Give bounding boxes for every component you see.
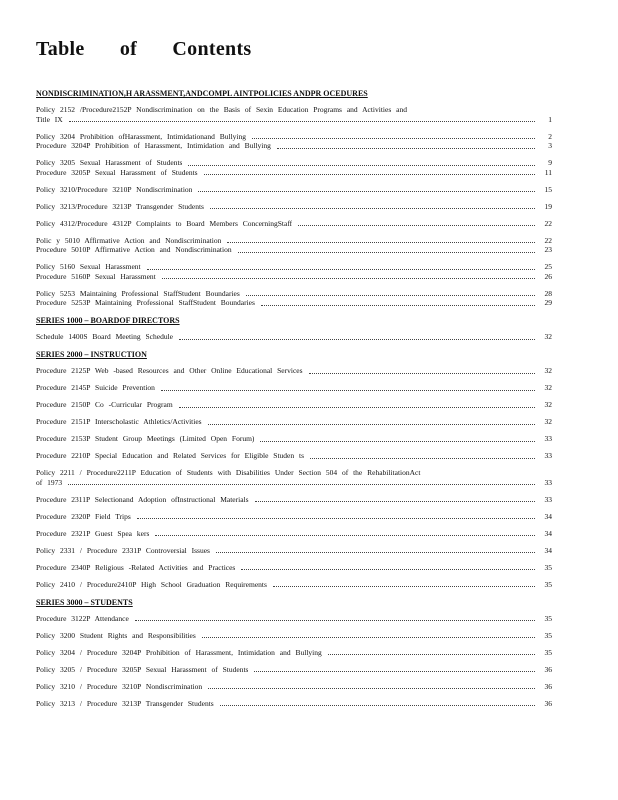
toc-entry-group: [36, 495, 552, 505]
toc-entry: [36, 580, 552, 590]
toc-entry: [36, 648, 552, 658]
toc-entry-text: Procedure 2153P Student Group Meetings (Limited Open Forum): [36, 434, 255, 443]
dot-leader: [310, 458, 535, 459]
toc-entry-text: Procedure 5010P Affirmative Action and Nondiscrimination: [36, 245, 232, 254]
toc-entry-group: [36, 105, 552, 124]
page-number: 33: [544, 451, 552, 460]
page-number: 11: [544, 167, 552, 177]
toc-entry: [36, 298, 552, 308]
toc-entry-group: [36, 202, 552, 212]
toc-entry-text: Procedure 2340P Religious -Related Activities and Practices: [36, 562, 236, 572]
toc-entry-text: Procedure 2321P Guest Spea kers: [36, 528, 150, 538]
page-number: 33: [544, 434, 552, 443]
dot-leader: [238, 252, 535, 253]
toc-entry-group: [36, 383, 552, 393]
page-number: 32: [544, 400, 552, 409]
page-number: 35: [544, 630, 552, 640]
dot-leader: [255, 501, 535, 502]
toc-entry-group: [36, 468, 552, 487]
dot-leader: [188, 165, 535, 166]
page-number: 34: [544, 511, 552, 521]
dot-leader: [260, 441, 535, 442]
toc-entry: [36, 512, 552, 522]
toc-entry-group: [36, 366, 552, 376]
page-number: 26: [544, 271, 552, 281]
dot-leader: [68, 484, 535, 485]
toc-entry-group: [36, 580, 552, 590]
toc-entry-group: [36, 512, 552, 522]
toc-entry-text: Policy 3204 / Procedure 3204P Prohibition of Harassment, Intimidation and Bullying: [36, 647, 322, 657]
toc-entry-text: Policy 5253 Maintaining Professional StaffStudent Boundaries: [36, 288, 240, 298]
page-number: 33: [544, 477, 552, 487]
toc-entry-text: Procedure 2145P Suicide Prevention: [36, 383, 155, 392]
page-number: 35: [544, 613, 552, 623]
toc-entry: [36, 434, 552, 444]
toc-entry-text: of 1973: [36, 477, 63, 487]
toc-entry: [36, 158, 552, 168]
toc-entry-group: [36, 614, 552, 624]
toc-entry-text: Polic y 5010 Affirmative Action and Nondiscrimination: [36, 235, 222, 245]
toc-entry-text: Procedure 2210P Special Education and Related Services for Eligible Studen ts: [36, 451, 304, 460]
toc-entry-text: Policy 5160 Sexual Harassment: [36, 262, 141, 271]
page-number: 36: [544, 664, 552, 674]
toc-entry-group: [36, 262, 552, 281]
toc-entry: [36, 262, 552, 272]
dot-leader: [179, 339, 535, 340]
toc-entry: [36, 417, 552, 427]
dot-leader: [208, 688, 535, 689]
toc-entry-group: [36, 631, 552, 641]
page-number: 23: [544, 245, 552, 254]
toc-entry-group: [36, 332, 552, 342]
page-number: 19: [544, 201, 552, 211]
toc-entry-text: Procedure 3122P Attendance: [36, 613, 129, 623]
dot-leader: [210, 208, 535, 209]
toc-entry-group: [36, 529, 552, 539]
toc-entry: [36, 495, 552, 505]
dot-leader: [204, 174, 535, 175]
page-number: 32: [544, 332, 552, 341]
dot-leader: [135, 620, 535, 621]
page-number: 35: [544, 647, 552, 657]
dot-leader: [254, 671, 535, 672]
toc-entry-text: Procedure 2151P Interscholastic Athletics/Activities: [36, 417, 202, 426]
toc-entry-text: Policy 4312/Procedure 4312P Complaints to Board Members ConcerningStaff: [36, 218, 293, 228]
toc-entry-group: [36, 699, 552, 709]
page-number: 35: [544, 579, 552, 589]
dot-leader: [202, 637, 535, 638]
toc-entry: [36, 478, 552, 488]
dot-leader: [179, 407, 535, 408]
toc-entry-text: Procedure 2311P Selectionand Adoption ofInstructional Materials: [36, 494, 249, 504]
toc-entry-text: Policy 3200 Student Rights and Responsibilities: [36, 630, 196, 640]
toc-entry-text: Policy 2331 / Procedure 2331P Controversial Issues: [36, 545, 210, 555]
toc-entry-text: Procedure 2125P Web -based Resources and Other Online Educational Services: [36, 366, 303, 375]
dot-leader: [137, 518, 535, 519]
toc-entry-text: Procedure 5160P Sexual Harassment: [36, 271, 156, 281]
toc-entry: [36, 236, 552, 246]
dot-leader: [198, 191, 535, 192]
page-number: 36: [544, 698, 552, 708]
toc-entry-text: Policy 3204 Prohibition ofHarassment, Intimidationand Bullying: [36, 131, 246, 141]
toc-entry-text: Policy 3213/Procedure 3213P Transgender Students: [36, 201, 204, 211]
dot-leader: [162, 278, 535, 279]
toc-entry-text: Policy 3205 / Procedure 3205P Sexual Harassment of Students: [36, 664, 249, 674]
toc-entry-text: Policy 2211 / Procedure2211P Education of Students with Disabilities Under Section 504 of the RehabilitationAct: [36, 468, 421, 477]
dot-leader: [273, 586, 535, 587]
page-number: 3: [548, 141, 552, 150]
toc-entry-text: Policy 3210/Procedure 3210P Nondiscrimination: [36, 184, 193, 194]
toc-entry-group: [36, 400, 552, 410]
page-number: 36: [544, 681, 552, 691]
toc-entry-group: [36, 236, 552, 255]
toc-entry: [36, 631, 552, 641]
page-number: 34: [544, 528, 552, 538]
toc-entry: [36, 115, 552, 125]
toc-entry: [36, 168, 552, 178]
toc-entry-group: [36, 648, 552, 658]
dot-leader: [277, 148, 535, 149]
page-number: 32: [544, 417, 552, 426]
toc-entry-text: Policy 3213 / Procedure 3213P Transgender Students: [36, 698, 214, 708]
toc-entry: [36, 383, 552, 393]
section-heading: NONDISCRIMINATION,H ARASSMENT,ANDCOMPL AINTPOLICIES ANDPR OCEDURES: [36, 89, 368, 98]
toc-entry-group: [36, 158, 552, 177]
toc-entry: [36, 400, 552, 410]
toc-entry: [36, 132, 552, 142]
toc-entry-group: [36, 289, 552, 308]
dot-leader: [147, 269, 535, 270]
toc-entry: [36, 682, 552, 692]
toc-entry-text: Procedure 3204P Prohibition of Harassment, Intimidation and Bullying: [36, 141, 271, 150]
dot-leader: [246, 295, 535, 296]
toc-entry: [36, 332, 552, 342]
page-number: 22: [544, 235, 552, 245]
toc-entry-group: [36, 665, 552, 675]
dot-leader: [328, 654, 535, 655]
page-number: 22: [544, 218, 552, 228]
dot-leader: [309, 373, 535, 374]
section-heading: SERIES 1000 – BOARDOF DIRECTORS: [36, 316, 180, 325]
page-title: Table of Contents: [36, 38, 252, 60]
toc-entry-group: [36, 132, 552, 151]
toc-entry-text: Procedure 2150P Co -Curricular Program: [36, 400, 173, 409]
dot-leader: [261, 305, 535, 306]
toc-entry: [36, 245, 552, 255]
toc-entry-text: Policy 2410 / Procedure2410P High School Graduation Requirements: [36, 579, 267, 589]
toc-entry: [36, 219, 552, 229]
dot-leader: [155, 535, 535, 536]
toc-entry: [36, 202, 552, 212]
toc-entry-text: Procedure 5253P Maintaining Professional StaffStudent Boundaries: [36, 298, 255, 307]
toc-entry-group: [36, 417, 552, 427]
page-number: 9: [548, 158, 552, 167]
page-number: 29: [544, 298, 552, 307]
toc-entry: [36, 141, 552, 151]
toc-entry-text: Procedure 3205P Sexual Harassment of Students: [36, 167, 198, 177]
dot-leader: [252, 138, 535, 139]
toc-entry-group: [36, 185, 552, 195]
section-heading: SERIES 3000 – STUDENTS: [36, 597, 133, 607]
page-number: 28: [544, 288, 552, 298]
page-number: 2: [548, 131, 552, 141]
toc-entry-text: Policy 3205 Sexual Harassment of Students: [36, 158, 183, 167]
toc-entry: [36, 289, 552, 299]
toc-entry-text: Policy 3210 / Procedure 3210P Nondiscrimination: [36, 681, 203, 691]
toc-entry: [36, 185, 552, 195]
page-number: 1: [548, 114, 552, 124]
page-number: 32: [544, 366, 552, 375]
dot-leader: [161, 390, 535, 391]
toc-entry: [36, 529, 552, 539]
page-number: 33: [544, 494, 552, 504]
dot-leader: [220, 705, 535, 706]
toc-entry: [36, 451, 552, 461]
toc-entry-group: [36, 546, 552, 556]
dot-leader: [216, 552, 535, 553]
dot-leader: [241, 569, 535, 570]
toc-entry-text: Schedule 1400S Board Meeting Schedule: [36, 332, 173, 341]
toc-entry-text: Policy 2152 /Procedure2152P Nondiscrimination on the Basis of Sexin Education Programs and Activities and: [36, 105, 407, 114]
toc-entry-text: Procedure 2320P Field Trips: [36, 511, 131, 521]
toc-entry: [36, 272, 552, 282]
dot-leader: [69, 121, 535, 122]
toc-entry: [36, 699, 552, 709]
dot-leader: [298, 225, 535, 226]
toc-entry-group: [36, 563, 552, 573]
page-number: 32: [544, 383, 552, 392]
toc-entry-group: [36, 434, 552, 444]
toc-entry-text: Title IX: [36, 114, 63, 124]
toc-entry: [36, 614, 552, 624]
page-number: 34: [544, 545, 552, 555]
section-heading: SERIES 2000 – INSTRUCTION: [36, 350, 147, 359]
page-number: 35: [544, 562, 552, 572]
toc-entry: [36, 546, 552, 556]
toc-entry-group: [36, 451, 552, 461]
page-number: 25: [544, 262, 552, 271]
page-number: 15: [544, 184, 552, 194]
table-of-contents: [36, 88, 552, 716]
dot-leader: [208, 424, 535, 425]
toc-entry: [36, 665, 552, 675]
toc-entry-group: [36, 682, 552, 692]
toc-entry: [36, 366, 552, 376]
toc-entry: [36, 563, 552, 573]
toc-entry-group: [36, 219, 552, 229]
dot-leader: [227, 242, 535, 243]
